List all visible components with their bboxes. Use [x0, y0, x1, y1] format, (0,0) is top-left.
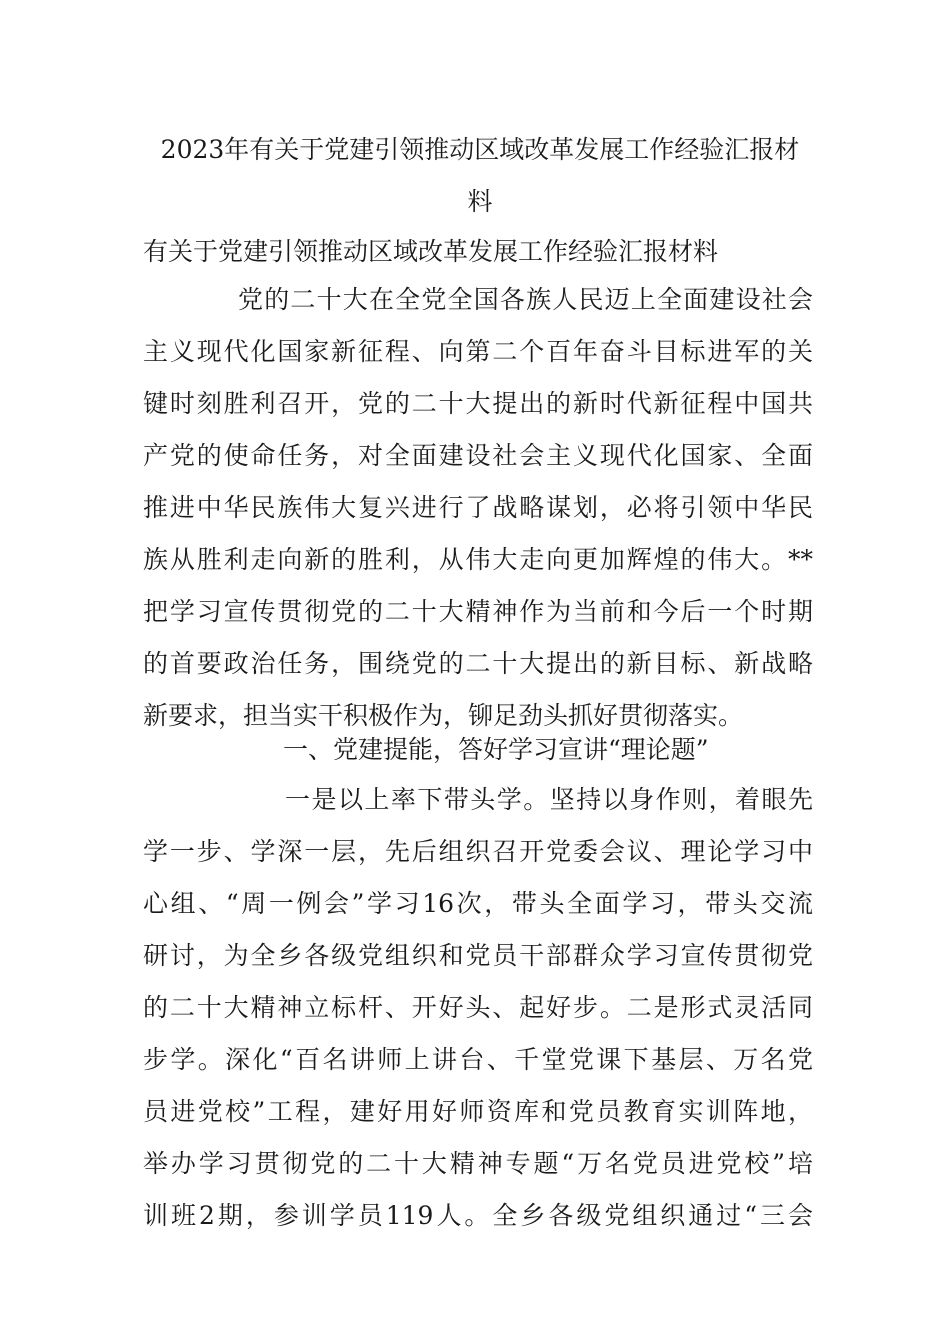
paragraph-line: 把学习宣传贯彻党的二十大精神作为当前和今后一个时期 — [143, 597, 813, 626]
paragraph-line: 主义现代化国家新征程、向第二个百年奋斗目标进军的关 — [143, 337, 813, 366]
paragraph-line: 的二十大精神立标杆、开好头、起好步。二是形式灵活同 — [143, 993, 813, 1022]
paragraph-line: 步学。深化“百名讲师上讲台、千堂党课下基层、万名党 — [143, 1045, 813, 1074]
document-subtitle: 有关于党建引领推动区域改革发展工作经验汇报材料 — [143, 237, 719, 266]
paragraph-line: 心组、“周一例会”学习16次，带头全面学习，带头交流 — [143, 889, 813, 918]
section-1-heading: 一、党建提能，答好学习宣讲“理论题” — [283, 735, 709, 764]
paragraph-line: 推进中华民族伟大复兴进行了战略谋划，必将引领中华民 — [143, 493, 813, 522]
paragraph-line: 族从胜利走向新的胜利，从伟大走向更加辉煌的伟大。** — [143, 545, 813, 574]
paragraph-line: 键时刻胜利召开，党的二十大提出的新时代新征程中国共 — [143, 389, 813, 418]
paragraph-line: 一是以上率下带头学。坚持以身作则，着眼先 — [285, 785, 813, 814]
paragraph-line: 训班2期，参训学员119人。全乡各级党组织通过“三会 — [143, 1201, 813, 1230]
paragraph-line: 党的二十大在全党全国各族人民迈上全面建设社会 — [238, 285, 813, 314]
paragraph-line: 研讨，为全乡各级党组织和党员干部群众学习宣传贯彻党 — [143, 941, 813, 970]
paragraph-line: 的首要政治任务，围绕党的二十大提出的新目标、新战略 — [143, 649, 813, 678]
document-title-line-2: 料 — [467, 187, 493, 216]
paragraph-line: 员进党校”工程，建好用好师资库和党员教育实训阵地， — [143, 1097, 813, 1126]
paragraph-line: 学一步、学深一层，先后组织召开党委会议、理论学习中 — [143, 837, 813, 866]
section-1-paragraph — [143, 774, 813, 1242]
paragraph-line: 新要求，担当实干积极作为，铆足劲头抓好贯彻落实。 — [143, 701, 744, 730]
document-title-line-1: 2023年有关于党建引领推动区域改革发展工作经验汇报材 — [160, 135, 800, 164]
paragraph-line: 举办学习贯彻党的二十大精神专题“万名党员进党校”培 — [143, 1149, 813, 1178]
intro-paragraph — [143, 274, 813, 742]
section-1-heading-block — [143, 724, 813, 776]
paragraph-line: 产党的使命任务，对全面建设社会主义现代化国家、全面 — [143, 441, 813, 470]
